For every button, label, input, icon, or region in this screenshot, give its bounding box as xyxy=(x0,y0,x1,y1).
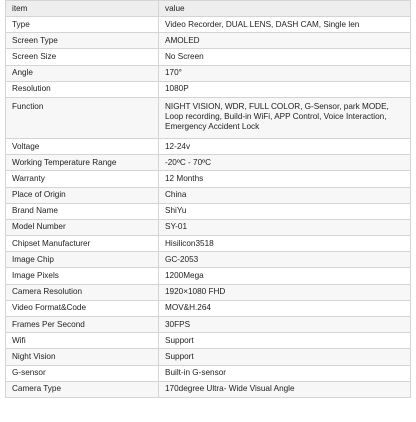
table-row xyxy=(6,33,411,49)
table-row xyxy=(6,219,411,235)
row-item: Function xyxy=(6,97,159,138)
header-value: value xyxy=(159,1,411,17)
row-item: Frames Per Second xyxy=(6,317,159,333)
table-row xyxy=(6,97,411,138)
row-value: Built-in G-sensor xyxy=(159,365,411,381)
row-item: Camera Type xyxy=(6,381,159,397)
table-row xyxy=(6,81,411,97)
table-row xyxy=(6,171,411,187)
table-row xyxy=(6,17,411,33)
row-value: Support xyxy=(159,349,411,365)
row-item: Place of Origin xyxy=(6,187,159,203)
row-value: 12 Months xyxy=(159,171,411,187)
table-row xyxy=(6,317,411,333)
table-row xyxy=(6,203,411,219)
row-item: G-sensor xyxy=(6,365,159,381)
row-item: Model Number xyxy=(6,219,159,235)
row-item: Image Pixels xyxy=(6,268,159,284)
table-row xyxy=(6,381,411,397)
row-value: 30FPS xyxy=(159,317,411,333)
row-item: Working Temperature Range xyxy=(6,155,159,171)
row-item: Chipset Manufacturer xyxy=(6,236,159,252)
table-row xyxy=(6,187,411,203)
row-item: Type xyxy=(6,17,159,33)
row-value: Support xyxy=(159,333,411,349)
header-item: item xyxy=(6,1,159,17)
row-item: Night Vision xyxy=(6,349,159,365)
table-header xyxy=(6,1,411,17)
row-item: Voltage xyxy=(6,138,159,154)
row-value: 1200Mega xyxy=(159,268,411,284)
row-value: SY-01 xyxy=(159,219,411,235)
row-value: AMOLED xyxy=(159,33,411,49)
row-value: Video Recorder, DUAL LENS, DASH CAM, Single len xyxy=(159,17,411,33)
row-value: ShiYu xyxy=(159,203,411,219)
table-row xyxy=(6,138,411,154)
table-row xyxy=(6,268,411,284)
row-item: Video Format&Code xyxy=(6,300,159,316)
row-value: China xyxy=(159,187,411,203)
table-row xyxy=(6,349,411,365)
table-row xyxy=(6,284,411,300)
spec-table xyxy=(5,0,411,398)
row-item: Wifi xyxy=(6,333,159,349)
row-value: 170degree Ultra- Wide Visual Angle xyxy=(159,381,411,397)
row-value: 1920×1080 FHD xyxy=(159,284,411,300)
table-row xyxy=(6,300,411,316)
row-item: Image Chip xyxy=(6,252,159,268)
row-value: Hisilicon3518 xyxy=(159,236,411,252)
row-item: Screen Size xyxy=(6,49,159,65)
row-item: Warranty xyxy=(6,171,159,187)
row-value: -20ºC - 70ºC xyxy=(159,155,411,171)
row-value: 170° xyxy=(159,65,411,81)
header-row xyxy=(6,1,411,17)
row-item: Brand Name xyxy=(6,203,159,219)
table-row xyxy=(6,155,411,171)
table-row xyxy=(6,65,411,81)
row-value: 12-24v xyxy=(159,138,411,154)
table-row xyxy=(6,333,411,349)
row-value: No Screen xyxy=(159,49,411,65)
row-item: Screen Type xyxy=(6,33,159,49)
table-row xyxy=(6,49,411,65)
row-item: Angle xyxy=(6,65,159,81)
row-value: GC-2053 xyxy=(159,252,411,268)
row-item: Camera Resolution xyxy=(6,284,159,300)
row-value: MOV&H.264 xyxy=(159,300,411,316)
table-body xyxy=(6,17,411,398)
table-row xyxy=(6,236,411,252)
table-row xyxy=(6,252,411,268)
table-row xyxy=(6,365,411,381)
row-value: 1080P xyxy=(159,81,411,97)
row-value: NIGHT VISION, WDR, FULL COLOR, G-Sensor, park MODE, Loop recording, Build-in WiFi, APP Control, Voice Interaction, Emergency Accident Lock xyxy=(159,97,411,138)
row-item: Resolution xyxy=(6,81,159,97)
